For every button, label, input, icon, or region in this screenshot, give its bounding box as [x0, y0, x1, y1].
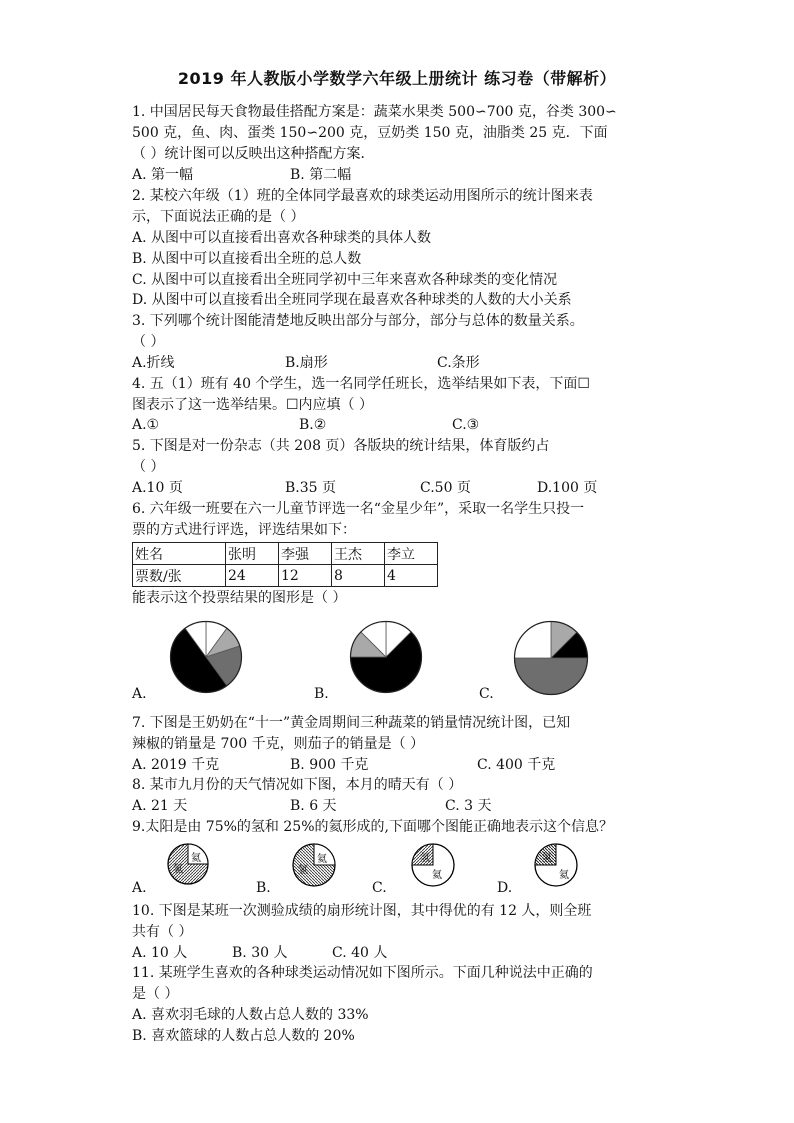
table-cell: 24	[226, 565, 279, 587]
table-cell: 王杰	[332, 543, 385, 565]
q8-option-a: A. 21 天	[132, 798, 188, 814]
q9-pie-b	[291, 842, 337, 888]
helium-label: 氦	[432, 870, 442, 881]
q1-line3: （ ）统计图可以反映出这种搭配方案．	[132, 146, 375, 162]
q2-option-a: A. 从图中可以直接看出喜欢各种球类的具体人数	[132, 230, 432, 246]
q11-option-a: A. 喜欢羽毛球的人数占总人数的 33%	[132, 1007, 369, 1023]
q3-option-a: A.折线	[132, 355, 175, 371]
q1-option-b: B. 第二幅	[290, 167, 352, 183]
q8-option-b: B. 6 天	[290, 798, 337, 814]
q7-option-b: B. 900 千克	[290, 757, 369, 773]
helium-label: 氦	[191, 853, 201, 864]
q3-option-c: C.条形	[437, 355, 480, 371]
q5-line2: （ ）	[132, 459, 165, 475]
q1-line1: 1. 中国居民每天食物最佳搭配方案是：蔬菜水果类 500∽700 克，谷类 300∽	[132, 104, 617, 120]
q3-line1: 3. 下列哪个统计图能清楚地反映出部分与部分，部分与总体的数量关系。	[132, 313, 584, 329]
q4-line2: 图表示了这一选举结果。☐内应填（ ）	[132, 397, 373, 413]
q11-line2: 是（ ）	[132, 986, 179, 1002]
q2-option-b: B. 从图中可以直接看出全班的总人数	[132, 251, 362, 267]
hydrogen-label: 氢	[420, 853, 430, 864]
q6-label-a: A.	[132, 686, 147, 702]
page-title: 2019 年人教版小学数学六年级上册统计 练习卷（带解析）	[177, 69, 617, 88]
q11-line1: 11. 某班学生喜欢的各种球类运动情况如下图所示。下面几种说法中正确的	[132, 965, 593, 981]
q6-pie-chart-c	[513, 620, 589, 696]
hydrogen-label: 氢	[542, 853, 552, 864]
q2-line2: 示，下面说法正确的是（ ）	[132, 209, 305, 225]
q10-line2: 共有（ ）	[132, 924, 193, 940]
q6-line1: 6. 六年级一班要在六一儿童节评选一名“金星少年”，采取一名学生只投一	[132, 501, 585, 517]
q7-line1: 7. 下图是王奶奶在“十一”黄金周期间三种蔬菜的销量情况统计图，已知	[132, 715, 571, 731]
q6-pie-chart-a	[169, 620, 243, 694]
q7-line2: 辣椒的销量是 700 千克，则茄子的销量是（ ）	[132, 736, 425, 752]
hydrogen-label: 氢	[173, 864, 183, 875]
q2-line1: 2. 某校六年级（1）班的全体同学最喜欢的球类运动用图所示的统计图来表	[132, 188, 593, 204]
table-cell: 4	[385, 565, 438, 587]
q4-option-a: A.①	[132, 417, 160, 433]
q5-option-c: C.50 页	[420, 480, 471, 496]
q6-label-c: C.	[479, 686, 494, 702]
q7-option-a: A. 2019 千克	[132, 757, 220, 773]
table-cell: 8	[332, 565, 385, 587]
hydrogen-label: 氢	[298, 865, 308, 876]
table-cell: 票数/张	[133, 565, 226, 587]
q9-pie-d	[533, 842, 579, 888]
q5-option-d: D.100 页	[537, 480, 598, 496]
q1-line2: 500 克，鱼、肉、蛋类 150∽200 克，豆奶类 150 克，油脂类 25 克．下面	[132, 125, 608, 141]
q6-line3: 能表示这个投票结果的图形是（ ）	[132, 590, 347, 606]
q6-label-b: B.	[314, 686, 329, 702]
q9-line1: 9.太阳是由 75%的氢和 25%的氦形成的,下面哪个图能正确地表示这个信息？	[132, 819, 613, 835]
helium-label: 氦	[317, 854, 327, 865]
vote-table-data-row	[133, 565, 438, 587]
q9-label-b: B.	[256, 880, 271, 896]
q6-pie-chart-b	[349, 620, 423, 694]
q9-label-d: D.	[497, 880, 513, 896]
pie-slice	[515, 658, 588, 695]
table-cell: 李立	[385, 543, 438, 565]
q5-option-b: B.35 页	[285, 480, 337, 496]
q5-option-a: A.10 页	[132, 480, 183, 496]
q9-pie-c	[410, 842, 456, 888]
q4-option-b: B.②	[299, 417, 327, 433]
table-cell: 姓名	[133, 543, 226, 565]
table-cell: 张明	[226, 543, 279, 565]
helium-label: 氦	[559, 870, 569, 881]
q2-option-d: D. 从图中可以直接看出全班同学现在最喜欢各种球类的人数的大小关系	[132, 292, 572, 308]
q10-option-b: B. 30 人	[232, 945, 288, 961]
q10-option-c: C. 40 人	[332, 945, 388, 961]
q1-option-a: A. 第一幅	[132, 167, 194, 183]
q9-pie-a	[166, 842, 210, 886]
q10-line1: 10. 下图是某班一次测验成绩的扇形统计图，其中得优的有 12 人，则全班	[132, 903, 592, 919]
q9-label-c: C.	[372, 880, 387, 896]
table-cell: 12	[279, 565, 332, 587]
table-cell: 李强	[279, 543, 332, 565]
q2-option-c: C. 从图中可以直接看出全班同学初中三年来喜欢各种球类的变化情况	[132, 272, 558, 288]
q4-line1: 4. 五（1）班有 40 个学生，选一名同学任班长，选举结果如下表，下面☐	[132, 376, 590, 392]
q11-option-b: B. 喜欢篮球的人数占总人数的 20%	[132, 1028, 355, 1044]
q8-line1: 8. 某市九月份的天气情况如下图，本月的晴天有（ ）	[132, 777, 463, 793]
vote-table-header-row	[133, 543, 438, 565]
q5-line1: 5. 下图是对一份杂志（共 208 页）各版块的统计结果，体育版约占	[132, 438, 550, 454]
q4-option-c: C.③	[452, 417, 480, 433]
q3-option-b: B.扇形	[285, 355, 328, 371]
q6-line2: 票的方式进行评选，评选结果如下：	[132, 522, 356, 538]
q9-label-a: A.	[132, 880, 147, 896]
vote-table	[132, 542, 438, 587]
q8-option-c: C. 3 天	[445, 798, 492, 814]
q10-option-a: A. 10 人	[132, 945, 188, 961]
q3-line2: （ ）	[132, 334, 165, 350]
q7-option-c: C. 400 千克	[477, 757, 556, 773]
